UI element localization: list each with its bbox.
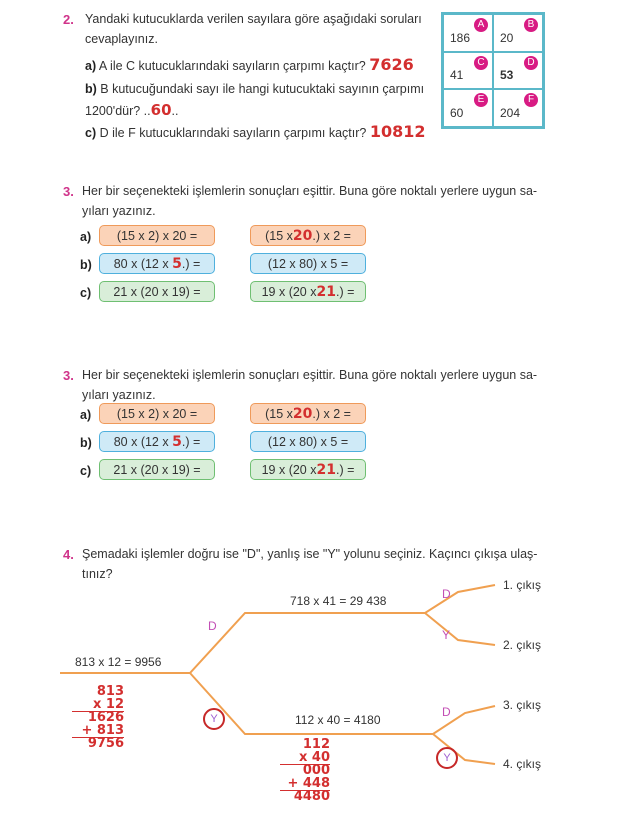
expression-box-a-left: (15 x 2) x 20 =: [99, 403, 215, 424]
row-label-c: c): [80, 464, 92, 478]
row-label-b: b): [80, 436, 92, 450]
grid-cell-e: E 60: [443, 89, 493, 127]
row-label-b: b): [80, 258, 92, 272]
grid-cell-a: A 186: [443, 14, 493, 52]
exit-3: 3. çıkış: [503, 698, 542, 712]
expression-box-c-left: 21 x (20 x 19) =: [99, 459, 215, 480]
expression-box-c-right: 19 x (20 x21.) =: [250, 459, 366, 480]
expression-box-b-left: 80 x (12 x 5.) =: [99, 431, 215, 452]
circled-y-icon: Y: [436, 747, 458, 769]
question-text: Yandaki kutucuklarda verilen sayılara göre aşağıdaki soruları cevaplayınız.: [85, 12, 422, 46]
badge-a: A: [474, 18, 488, 32]
answer-b: 60: [150, 101, 172, 119]
row-label-a: a): [80, 230, 92, 244]
badge-f: F: [524, 93, 538, 107]
grid-cell-d: D 53: [493, 52, 543, 90]
handwritten-work-1: 813 x 12 1626 + 813 9756: [72, 686, 124, 751]
expression-box-b-left: 80 x (12 x 5.) =: [99, 253, 215, 274]
question-text: Her bir seçenekteki işlemlerin sonuçları eşittir. Buna göre noktalı yerlere uygun sa- yıları yazınız.: [82, 368, 538, 402]
badge-b: B: [524, 18, 538, 32]
path-label-d: D: [442, 587, 451, 601]
question-number: 3.: [63, 368, 74, 383]
sub-question-b: b) B kutucuğundaki sayı ile hangi kutucuktaki sayının çarpımı: [85, 82, 425, 96]
question-text: Şemadaki işlemler doğru ise "D", yanlış ise "Y" yolunu seçiniz. Kaçıncı çıkışa ulaş- tınız?: [82, 547, 538, 581]
badge-c: C: [474, 56, 488, 70]
expression-box-a-right: (15 x20.) x 2 =: [250, 225, 366, 246]
question-number: 2.: [63, 12, 74, 27]
equation-bottom: 112 x 40 = 4180: [295, 713, 381, 727]
equation-top: 718 x 41 = 29 438: [290, 594, 387, 608]
question-number: 4.: [63, 547, 74, 562]
expression-box-c-right: 19 x (20 x21.) =: [250, 281, 366, 302]
grid-cell-c: C 41: [443, 52, 493, 90]
exit-1: 1. çıkış: [503, 578, 542, 592]
row-label-a: a): [80, 408, 92, 422]
sub-question-a: a) A ile C kutucuklarındaki sayıların çarpımı kaçtır? 7626: [85, 55, 414, 74]
expression-box-b-right: (12 x 80) x 5 =: [250, 431, 366, 452]
handwritten-work-2: 112 x 40 000 + 448 4480: [280, 739, 330, 804]
sub-question-c: c) D ile F kutucuklarındaki sayıların çarpımı kaçtır? 10812: [85, 122, 426, 141]
answer-c: 10812: [369, 122, 426, 141]
badge-e: E: [474, 93, 488, 107]
question-number: 3.: [63, 184, 74, 199]
exit-4: 4. çıkış: [503, 757, 542, 771]
expression-box-a-right: (15 x20.) x 2 =: [250, 403, 366, 424]
path-label-d: D: [442, 705, 451, 719]
circled-y-icon: Y: [203, 708, 225, 730]
expression-box-a-left: (15 x 2) x 20 =: [99, 225, 215, 246]
answer-a: 7626: [369, 55, 414, 74]
question-text: Her bir seçenekteki işlemlerin sonuçları eşittir. Buna göre noktalı yerlere uygun sa- yıları yazınız.: [82, 184, 538, 218]
exit-2: 2. çıkış: [503, 638, 542, 652]
expression-box-c-left: 21 x (20 x 19) =: [99, 281, 215, 302]
row-label-c: c): [80, 286, 92, 300]
path-label-y: Y: [442, 628, 451, 642]
grid-cell-f: F 204: [493, 89, 543, 127]
path-label-d: D: [208, 619, 217, 633]
equation-start: 813 x 12 = 9956: [75, 655, 162, 669]
expression-box-b-right: (12 x 80) x 5 =: [250, 253, 366, 274]
grid-cell-b: B 20: [493, 14, 543, 52]
badge-d: D: [524, 56, 538, 70]
sub-question-b-line2: 1200'dür? ..60..: [85, 101, 179, 119]
